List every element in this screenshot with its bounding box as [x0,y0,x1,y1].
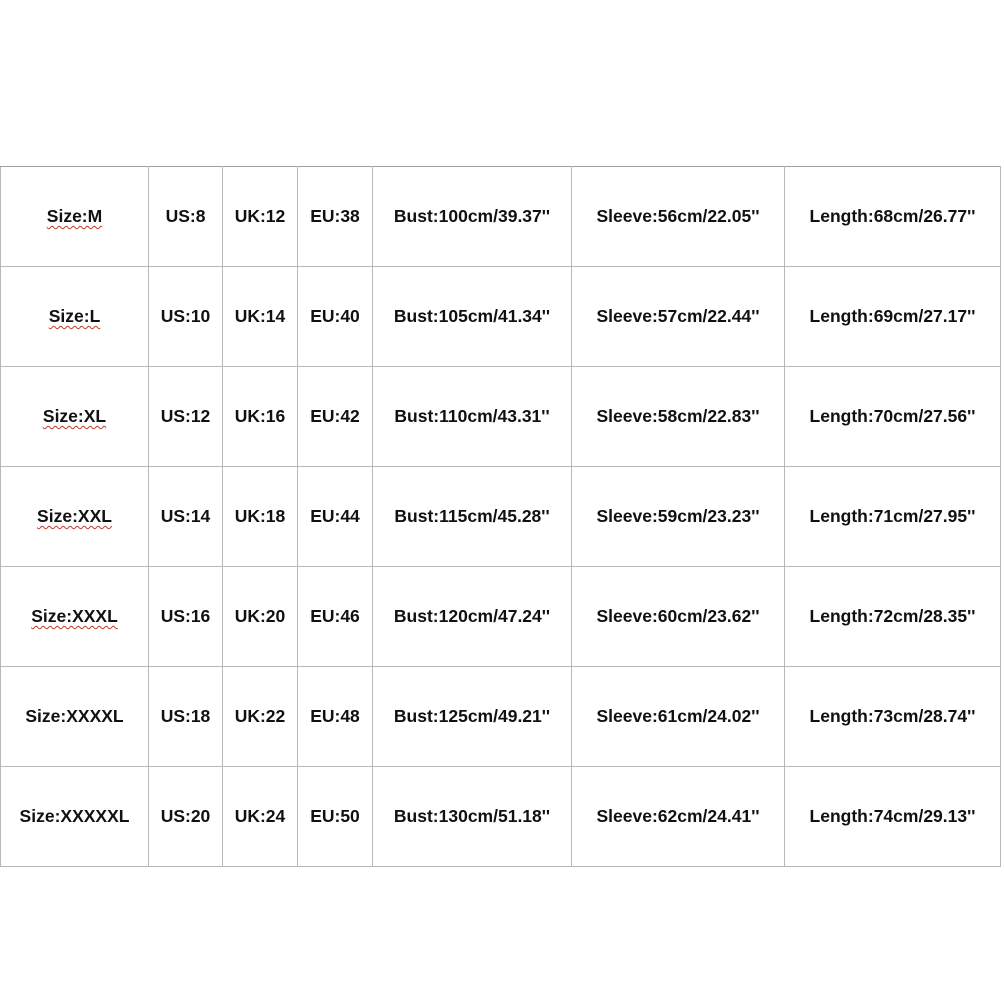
us-size-cell: US:18 [149,667,223,767]
bust-cell: Bust:110cm/43.31'' [373,367,572,467]
size-cell [1,167,149,267]
table-row [1,267,1001,367]
size-label: Size:M [46,206,103,226]
table-row [1,667,1001,767]
size-cell [1,467,149,567]
uk-size-cell: UK:24 [223,767,298,867]
sleeve-cell: Sleeve:58cm/22.83'' [572,367,785,467]
length-cell: Length:72cm/28.35'' [785,567,1001,667]
us-size-cell: US:14 [149,467,223,567]
bust-cell: Bust:105cm/41.34'' [373,267,572,367]
bust-cell: Bust:100cm/39.37'' [373,167,572,267]
uk-size-cell: UK:18 [223,467,298,567]
eu-size-cell: EU:48 [298,667,373,767]
bust-cell: Bust:125cm/49.21'' [373,667,572,767]
table-row [1,167,1001,267]
length-cell: Length:70cm/27.56'' [785,367,1001,467]
sleeve-cell: Sleeve:60cm/23.62'' [572,567,785,667]
size-cell [1,767,149,867]
us-size-cell: US:16 [149,567,223,667]
size-cell [1,667,149,767]
length-cell: Length:69cm/27.17'' [785,267,1001,367]
sleeve-cell: Sleeve:62cm/24.41'' [572,767,785,867]
size-label: Size:L [48,306,101,326]
eu-size-cell: EU:42 [298,367,373,467]
us-size-cell: US:10 [149,267,223,367]
bust-cell: Bust:115cm/45.28'' [373,467,572,567]
uk-size-cell: UK:14 [223,267,298,367]
table-row [1,567,1001,667]
sleeve-cell: Sleeve:61cm/24.02'' [572,667,785,767]
size-cell [1,567,149,667]
size-chart-table [0,166,1001,867]
size-label: Size:XXXXL [25,706,124,726]
length-cell: Length:71cm/27.95'' [785,467,1001,567]
size-label: Size:XXXXXL [19,806,130,826]
eu-size-cell: EU:40 [298,267,373,367]
table-row [1,367,1001,467]
us-size-cell: US:12 [149,367,223,467]
sleeve-cell: Sleeve:56cm/22.05'' [572,167,785,267]
table-row [1,467,1001,567]
size-cell [1,267,149,367]
size-label: Size:XL [42,406,107,426]
length-cell: Length:68cm/26.77'' [785,167,1001,267]
eu-size-cell: EU:50 [298,767,373,867]
bust-cell: Bust:120cm/47.24'' [373,567,572,667]
length-cell: Length:73cm/28.74'' [785,667,1001,767]
eu-size-cell: EU:38 [298,167,373,267]
table-row [1,767,1001,867]
sleeve-cell: Sleeve:59cm/23.23'' [572,467,785,567]
bust-cell: Bust:130cm/51.18'' [373,767,572,867]
sleeve-cell: Sleeve:57cm/22.44'' [572,267,785,367]
uk-size-cell: UK:16 [223,367,298,467]
uk-size-cell: UK:12 [223,167,298,267]
eu-size-cell: EU:44 [298,467,373,567]
size-cell [1,367,149,467]
uk-size-cell: UK:20 [223,567,298,667]
us-size-cell: US:8 [149,167,223,267]
size-label: Size:XXL [37,506,112,526]
us-size-cell: US:20 [149,767,223,867]
length-cell: Length:74cm/29.13'' [785,767,1001,867]
eu-size-cell: EU:46 [298,567,373,667]
uk-size-cell: UK:22 [223,667,298,767]
size-label: Size:XXXL [31,606,118,626]
